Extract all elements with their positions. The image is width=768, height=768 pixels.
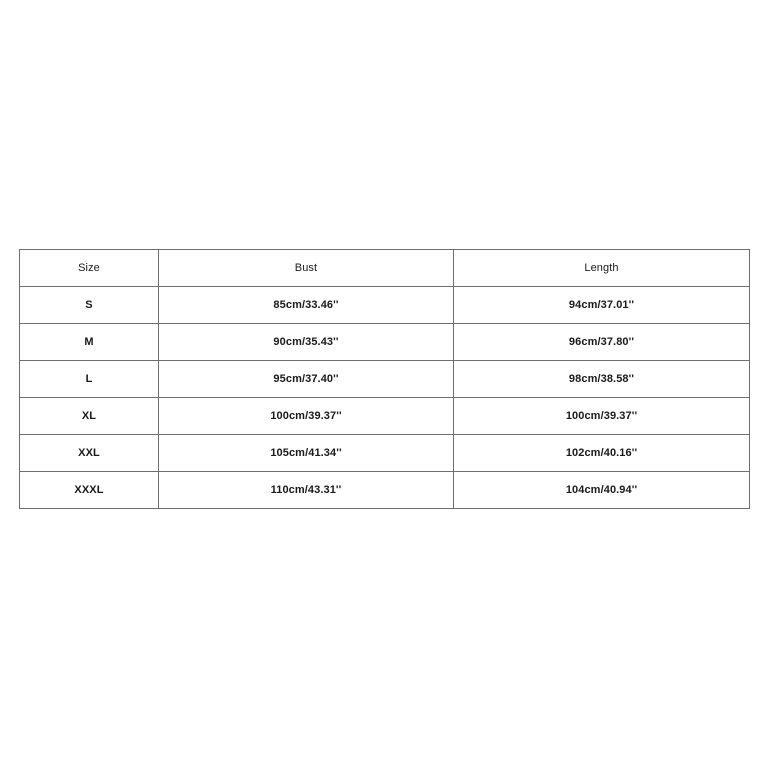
bust-cell: 105cm/41.34'' bbox=[159, 435, 454, 472]
length-cell: 98cm/38.58'' bbox=[454, 361, 750, 398]
size-cell: XXXL bbox=[20, 472, 159, 509]
bust-cell: 85cm/33.46'' bbox=[159, 287, 454, 324]
size-cell: L bbox=[20, 361, 159, 398]
table-row bbox=[20, 324, 750, 361]
table-row bbox=[20, 361, 750, 398]
bust-cell: 90cm/35.43'' bbox=[159, 324, 454, 361]
table-row bbox=[20, 287, 750, 324]
table-header-row bbox=[20, 250, 750, 287]
bust-cell: 100cm/39.37'' bbox=[159, 398, 454, 435]
length-cell: 104cm/40.94'' bbox=[454, 472, 750, 509]
header-size: Size bbox=[20, 250, 159, 287]
length-cell: 94cm/37.01'' bbox=[454, 287, 750, 324]
size-cell: XL bbox=[20, 398, 159, 435]
table-row bbox=[20, 435, 750, 472]
length-cell: 102cm/40.16'' bbox=[454, 435, 750, 472]
header-bust: Bust bbox=[159, 250, 454, 287]
length-cell: 100cm/39.37'' bbox=[454, 398, 750, 435]
length-cell: 96cm/37.80'' bbox=[454, 324, 750, 361]
table-row bbox=[20, 398, 750, 435]
size-cell: S bbox=[20, 287, 159, 324]
size-cell: XXL bbox=[20, 435, 159, 472]
bust-cell: 110cm/43.31'' bbox=[159, 472, 454, 509]
table-row bbox=[20, 472, 750, 509]
header-length: Length bbox=[454, 250, 750, 287]
bust-cell: 95cm/37.40'' bbox=[159, 361, 454, 398]
size-cell: M bbox=[20, 324, 159, 361]
size-chart-table bbox=[19, 249, 750, 509]
